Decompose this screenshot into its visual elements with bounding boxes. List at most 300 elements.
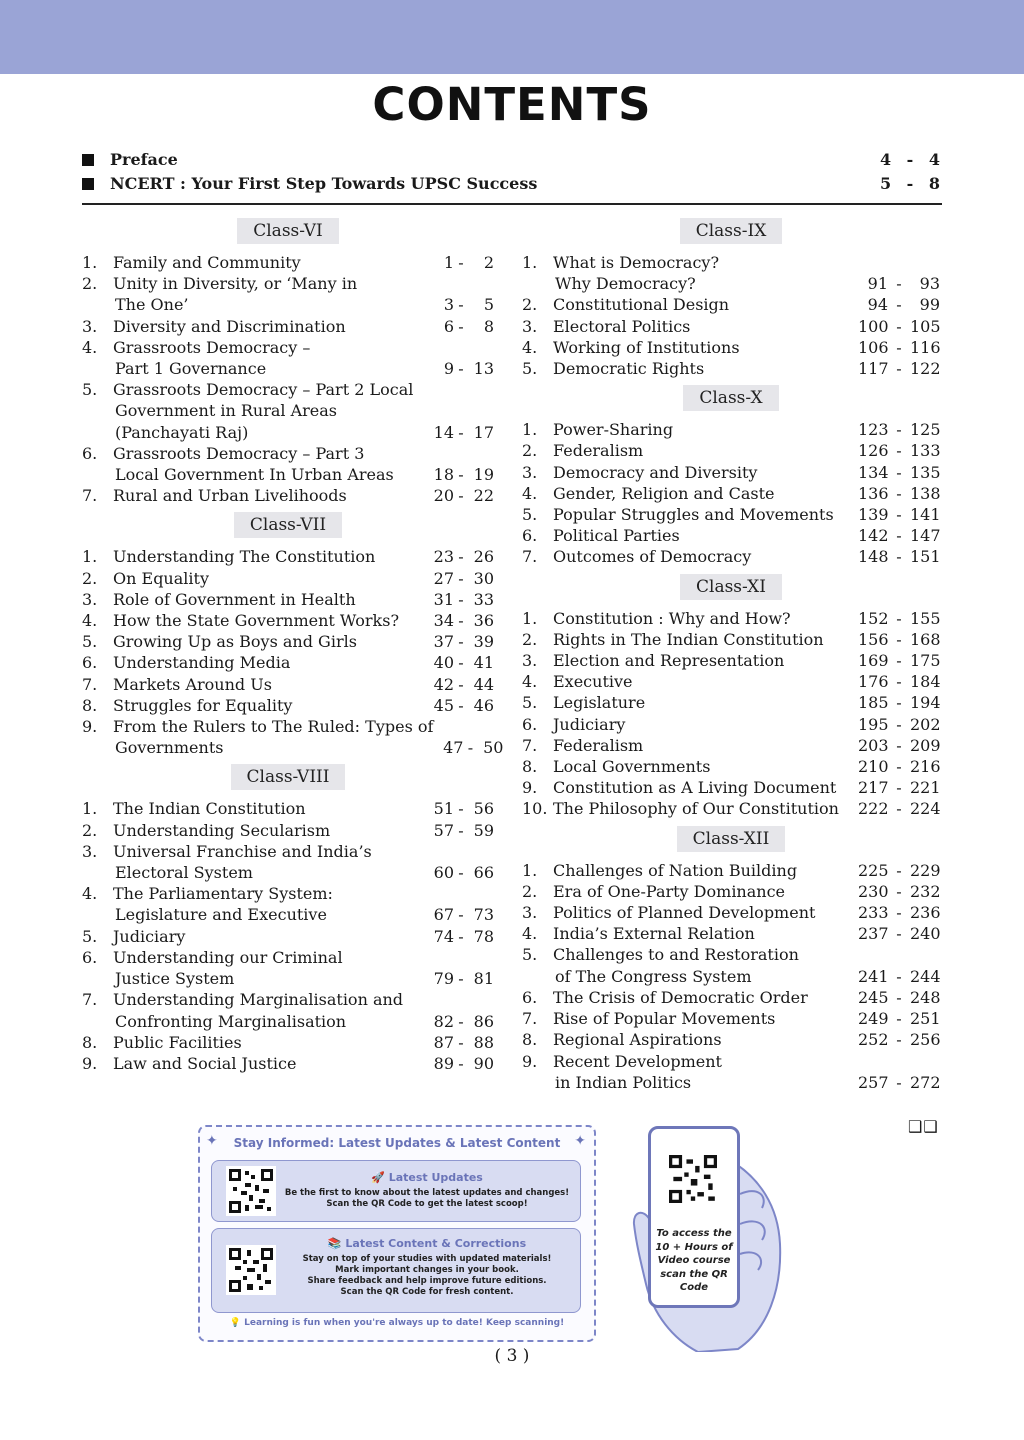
- chapter-title-line: Grassroots Democracy – Part 2 Local: [113, 380, 414, 400]
- page-range-dash: -: [458, 359, 464, 379]
- toc-entry[interactable]: [522, 881, 940, 902]
- chapter-title-line: Role of Government in Health: [113, 589, 356, 609]
- class-section: [522, 574, 940, 820]
- toc-entry[interactable]: [522, 546, 940, 567]
- page-range-dash: -: [458, 589, 464, 609]
- page-range: [858, 358, 940, 379]
- page-end: 99: [919, 295, 940, 315]
- page-range-dash: -: [458, 316, 464, 336]
- page-end: 56: [473, 799, 494, 819]
- chapter-title-line: Growing Up as Boys and Girls: [113, 632, 357, 652]
- page-end: 22: [473, 486, 494, 506]
- toc-entry[interactable]: [522, 440, 940, 461]
- page-range: [858, 1008, 940, 1029]
- toc-entry[interactable]: [82, 798, 494, 819]
- page-range-dash: -: [458, 863, 464, 883]
- page-start: 40: [433, 653, 454, 673]
- page-end: 26: [473, 547, 494, 567]
- page-start: 31: [433, 589, 454, 609]
- chapter-title-line: Government in Rural Areas: [115, 401, 338, 421]
- page-start: 142: [858, 526, 889, 546]
- page-end: 168: [910, 629, 941, 649]
- chapter-title: [113, 589, 424, 610]
- toc-entry[interactable]: [522, 1008, 940, 1029]
- chapter-title-line: Constitution as A Living Document: [553, 778, 837, 798]
- page-range: [424, 316, 494, 337]
- chapter-number: 6.: [82, 443, 98, 463]
- chapter-title: [113, 337, 424, 379]
- page-range-dash: -: [896, 903, 902, 923]
- chapter-title: [113, 674, 424, 695]
- chapter-title-line: Democratic Rights: [553, 359, 705, 379]
- toc-entry[interactable]: [82, 695, 494, 716]
- toc-entry[interactable]: [82, 947, 494, 989]
- toc-entry[interactable]: [522, 777, 940, 798]
- page-end: 36: [473, 611, 494, 631]
- page-end: 221: [910, 778, 941, 798]
- page-end: 86: [473, 1011, 494, 1031]
- chapter-title-line: in Indian Politics: [555, 1072, 692, 1092]
- chapter-title-line: Public Facilities: [113, 1032, 242, 1052]
- chapter-title-line: Understanding our Criminal: [113, 947, 343, 967]
- chapter-number: 3.: [522, 316, 538, 336]
- page-range: [858, 923, 940, 944]
- latest-content-box: [211, 1228, 581, 1313]
- latest-updates-heading: 🚀 Latest Updates: [371, 1171, 483, 1184]
- page-end: 141: [910, 505, 941, 525]
- page-end: 133: [910, 441, 941, 461]
- toc-entry[interactable]: [82, 589, 494, 610]
- toc-entry[interactable]: [522, 337, 940, 358]
- toc-entry[interactable]: [522, 987, 940, 1008]
- toc-entry[interactable]: [82, 926, 494, 947]
- page-range: [424, 1053, 494, 1074]
- chapter-title: [113, 716, 433, 758]
- page-range: [858, 629, 940, 650]
- page-range-dash: -: [458, 422, 464, 442]
- toc-entry[interactable]: [522, 1051, 940, 1093]
- toc-entry[interactable]: [522, 504, 940, 525]
- front-matter-title: NCERT : Your First Step Towards UPSC Success: [110, 174, 538, 193]
- page-end: 202: [910, 714, 941, 734]
- toc-entry[interactable]: [82, 316, 494, 337]
- page-range: [424, 252, 494, 273]
- page-range-dash: -: [467, 738, 474, 758]
- page-range: [858, 714, 940, 735]
- page-range-dash: -: [896, 714, 902, 734]
- chapter-title: [113, 989, 424, 1031]
- page-range-dash: -: [896, 966, 902, 986]
- toc-entry[interactable]: [522, 525, 940, 546]
- section-heading: [522, 385, 940, 411]
- page-range: [433, 737, 503, 758]
- page-range-dash: -: [896, 881, 902, 901]
- chapter-number: 7.: [82, 990, 98, 1010]
- section-heading: [82, 512, 494, 538]
- page-end: 30: [473, 568, 494, 588]
- page-range-dash: -: [458, 799, 464, 819]
- toc-entry[interactable]: [522, 944, 940, 986]
- chapter-title-line: Era of One-Party Dominance: [553, 881, 786, 901]
- toc-entry[interactable]: [82, 379, 494, 443]
- page-range-dash: -: [896, 441, 902, 461]
- page-range-dash: -: [458, 611, 464, 631]
- front-matter-item[interactable]: [82, 150, 940, 172]
- chapter-title: [113, 485, 424, 506]
- chapter-title: [113, 798, 424, 819]
- latest-content-text: Stay on top of your studies with updated materials! Mark important changes in your book. Share feedback and help improve future editions. Scan the QR Code for fresh content.: [302, 1254, 552, 1297]
- chapter-title: [113, 316, 424, 337]
- section-heading: [82, 218, 494, 244]
- page-range-dash: -: [458, 695, 464, 715]
- chapter-title-line: Democracy and Diversity: [553, 462, 758, 482]
- page-end: 125: [910, 420, 941, 440]
- page-start: 237: [858, 924, 889, 944]
- page-start: 89: [433, 1053, 454, 1073]
- page-range: [424, 820, 494, 841]
- page-end: 224: [910, 799, 941, 819]
- page-end: 256: [910, 1030, 941, 1050]
- toc-entry[interactable]: [522, 671, 940, 692]
- page-range: [858, 440, 940, 461]
- chapter-number: 5.: [522, 693, 538, 713]
- page-end: 216: [910, 757, 941, 777]
- chapter-title-line: From the Rulers to The Ruled: Types of: [113, 717, 434, 737]
- qr-code-icon[interactable]: [226, 1245, 276, 1295]
- chapter-title: [113, 631, 424, 652]
- chapter-title: [113, 652, 424, 673]
- toc-entry[interactable]: [522, 923, 940, 944]
- page-start: 94: [867, 295, 888, 315]
- page-range: [424, 568, 494, 589]
- toc-entry[interactable]: [522, 483, 940, 504]
- class-section: [82, 512, 504, 758]
- chapter-title: [553, 316, 858, 337]
- page-range: [424, 485, 494, 506]
- front-matter-item[interactable]: [82, 174, 940, 196]
- page-start: 91: [867, 274, 888, 294]
- page-end: 240: [910, 924, 941, 944]
- toc-entry[interactable]: [522, 462, 940, 483]
- toc-entry[interactable]: [82, 1053, 494, 1074]
- chapter-title: [553, 756, 858, 777]
- latest-content-heading: 📚 Latest Content & Corrections: [327, 1237, 527, 1250]
- page-range: [858, 546, 940, 567]
- page-range-dash: -: [896, 1072, 902, 1092]
- chapter-title-line: Regional Aspirations: [553, 1030, 722, 1050]
- video-course-phone: [628, 1124, 788, 1352]
- chapter-number: 7.: [522, 735, 538, 755]
- chapter-title: [553, 483, 858, 504]
- chapter-title-line: Rural and Urban Livelihoods: [113, 486, 347, 506]
- chapter-title: [553, 650, 858, 671]
- chapter-title: [553, 881, 858, 902]
- toc-entry[interactable]: [522, 294, 940, 315]
- section-heading-label: Class-XII: [677, 826, 786, 852]
- top-color-band: [0, 0, 1024, 74]
- page-range-dash: -: [896, 608, 902, 628]
- chapter-title: [553, 337, 858, 358]
- page-range-dash: -: [896, 1030, 902, 1050]
- chapter-number: 4.: [82, 611, 98, 631]
- page-range: [858, 294, 940, 315]
- page-end: 59: [473, 820, 494, 840]
- section-heading-label: Class-XI: [680, 574, 782, 600]
- page-start: 79: [433, 969, 454, 989]
- chapter-title: [113, 1032, 424, 1053]
- chapter-title-line: Gender, Religion and Caste: [553, 483, 775, 503]
- phone-frame: [648, 1126, 740, 1308]
- chapter-title: [113, 926, 424, 947]
- chapter-number: 2.: [82, 274, 98, 294]
- toc-entry[interactable]: [82, 841, 494, 883]
- page-range-dash: -: [896, 757, 902, 777]
- toc-entry[interactable]: [82, 610, 494, 631]
- chapter-number: 8.: [522, 757, 538, 777]
- toc-entry[interactable]: [82, 546, 494, 567]
- page-range-dash: -: [896, 462, 902, 482]
- chapter-title: [553, 252, 858, 294]
- toc-entry[interactable]: [522, 419, 940, 440]
- page-end: 209: [910, 735, 941, 755]
- chapter-title-line: The Crisis of Democratic Order: [553, 987, 808, 1007]
- chapter-title: [553, 1051, 858, 1093]
- chapter-number: 7.: [522, 1009, 538, 1029]
- toc-entry[interactable]: [82, 1032, 494, 1053]
- page-title: CONTENTS: [372, 78, 652, 131]
- page-start: 176: [858, 672, 889, 692]
- page-range: [424, 1011, 494, 1032]
- toc-left-column: [82, 212, 504, 1080]
- square-bullet-icon: [82, 178, 94, 190]
- toc-entry[interactable]: [82, 652, 494, 673]
- page-range: [858, 966, 940, 987]
- chapter-number: 10.: [522, 799, 548, 819]
- page-start: 18: [433, 465, 454, 485]
- toc-entry[interactable]: [522, 798, 940, 819]
- toc-entry[interactable]: [522, 860, 940, 881]
- chapter-title: [553, 504, 858, 525]
- toc-entry[interactable]: [522, 902, 940, 923]
- chapter-number: 4.: [522, 483, 538, 503]
- page-start: 148: [858, 547, 889, 567]
- chapter-title-line: Judiciary: [553, 714, 626, 734]
- chapter-title: [113, 568, 424, 589]
- toc-entry[interactable]: [522, 252, 940, 294]
- chapter-number: 3.: [82, 841, 98, 861]
- chapter-title-line: Understanding Media: [113, 653, 291, 673]
- page-range-dash: -: [458, 547, 464, 567]
- toc-entry[interactable]: [82, 252, 494, 273]
- toc-entry[interactable]: [522, 650, 940, 671]
- page-end: 78: [473, 926, 494, 946]
- toc-entry[interactable]: [82, 989, 494, 1031]
- page-end: 184: [910, 672, 941, 692]
- qr-code-icon[interactable]: [226, 1166, 276, 1216]
- page-end: 175: [910, 651, 941, 671]
- page-number: ( 3 ): [494, 1346, 530, 1366]
- page-range: [858, 483, 940, 504]
- page-range-dash: -: [896, 651, 902, 671]
- page-end: 39: [473, 632, 494, 652]
- toc-entry[interactable]: [82, 883, 494, 925]
- end-mark: ❑❑: [908, 1117, 939, 1136]
- section-heading: [522, 826, 940, 852]
- chapter-title-line: Understanding Marginalisation and: [113, 990, 404, 1010]
- chapter-title-line: Federalism: [553, 441, 644, 461]
- page-start: 47: [443, 738, 464, 758]
- chapter-title: [113, 841, 424, 883]
- chapter-title-line: Governments: [115, 738, 224, 758]
- chapter-title-line: Electoral System: [115, 863, 253, 883]
- page-start: 230: [858, 881, 889, 901]
- page-start: 117: [858, 359, 889, 379]
- page-range-dash: -: [896, 274, 902, 294]
- front-matter-pages: 4 - 4: [879, 150, 940, 169]
- chapter-title: [553, 735, 858, 756]
- page-range-dash: -: [896, 735, 902, 755]
- chapter-title-line: The One’: [115, 295, 189, 315]
- page-start: 156: [858, 629, 889, 649]
- chapter-title: [553, 923, 858, 944]
- toc-entry[interactable]: [522, 1029, 940, 1050]
- chapter-title-line: Understanding The Constitution: [113, 547, 376, 567]
- chapter-number: 6.: [82, 653, 98, 673]
- page-range-dash: -: [896, 420, 902, 440]
- page-end: 194: [910, 693, 941, 713]
- page-end: 33: [473, 589, 494, 609]
- page-range: [424, 422, 494, 443]
- chapter-number: 4.: [522, 337, 538, 357]
- toc-entry[interactable]: [522, 692, 940, 713]
- chapter-title-line: Grassroots Democracy – Part 3: [113, 443, 365, 463]
- chapter-number: 4.: [82, 337, 98, 357]
- toc-entry[interactable]: [522, 735, 940, 756]
- page-range-dash: -: [458, 632, 464, 652]
- chapter-title-line: Politics of Planned Development: [553, 903, 816, 923]
- toc-entry[interactable]: [522, 316, 940, 337]
- page-range: [858, 987, 940, 1008]
- page-range: [424, 926, 494, 947]
- toc-entry[interactable]: [522, 608, 940, 629]
- chapter-title-line: Constitution : Why and How?: [553, 608, 791, 628]
- page-end: 272: [910, 1072, 941, 1092]
- chapter-number: 1.: [82, 799, 98, 819]
- chapter-title-line: Outcomes of Democracy: [553, 547, 752, 567]
- toc-entry[interactable]: [82, 485, 494, 506]
- toc-entry[interactable]: [522, 358, 940, 379]
- chapter-number: 4.: [82, 884, 98, 904]
- page-start: 241: [858, 966, 889, 986]
- toc-entry[interactable]: [522, 714, 940, 735]
- page-range: [424, 798, 494, 819]
- toc-entry[interactable]: [82, 716, 504, 758]
- page-range: [858, 881, 940, 902]
- toc-entry[interactable]: [82, 337, 494, 379]
- chapter-number: 8.: [522, 1030, 538, 1050]
- page-range-dash: -: [896, 316, 902, 336]
- chapter-number: 2.: [522, 629, 538, 649]
- chapter-title: [553, 462, 858, 483]
- page-end: 232: [910, 881, 941, 901]
- page-range: [858, 650, 940, 671]
- toc-entry[interactable]: [82, 820, 494, 841]
- page-end: 41: [473, 653, 494, 673]
- page-end: 50: [483, 738, 504, 758]
- page-start: 34: [433, 611, 454, 631]
- page-range-dash: -: [458, 905, 464, 925]
- toc-entry[interactable]: [82, 631, 494, 652]
- toc-entry[interactable]: [82, 273, 494, 315]
- chapter-title: [553, 419, 858, 440]
- page-end: 229: [910, 860, 941, 880]
- chapter-title-line: The Indian Constitution: [113, 799, 306, 819]
- page-end: 155: [910, 608, 941, 628]
- video-course-text: To access the 10 + Hours of Video course scan the QR Code: [655, 1228, 733, 1293]
- chapter-title: [553, 987, 858, 1008]
- chapter-title-line: Working of Institutions: [553, 337, 740, 357]
- page-range-dash: -: [896, 987, 902, 1007]
- chapter-title-line: Recent Development: [553, 1051, 722, 1071]
- page-end: 236: [910, 903, 941, 923]
- divider-rule: [82, 203, 942, 205]
- banner-footer: 💡 Learning is fun when you're always up to date! Keep scanning!: [229, 1318, 565, 1328]
- page-range: [424, 695, 494, 716]
- page-start: 20: [433, 486, 454, 506]
- section-heading-label: Class-IX: [680, 218, 783, 244]
- chapter-title-line: Confronting Marginalisation: [115, 1011, 347, 1031]
- qr-code-icon[interactable]: [667, 1153, 719, 1205]
- page-start: 27: [433, 568, 454, 588]
- page-start: 222: [858, 799, 889, 819]
- front-matter-title: Preface: [110, 150, 178, 169]
- page-range: [858, 273, 940, 294]
- toc-entry[interactable]: [522, 629, 940, 650]
- chapter-title-line: Family and Community: [113, 253, 301, 272]
- chapter-title-line: Justice System: [115, 969, 235, 989]
- page-range: [858, 419, 940, 440]
- chapter-title: [553, 525, 858, 546]
- page-start: 126: [858, 441, 889, 461]
- chapter-title-line: Election and Representation: [553, 651, 785, 671]
- chapter-number: 7.: [82, 674, 98, 694]
- page-range-dash: -: [896, 924, 902, 944]
- section-heading-label: Class-VIII: [231, 764, 346, 790]
- toc-entry[interactable]: [82, 674, 494, 695]
- toc-entry[interactable]: [82, 443, 494, 485]
- page-start: 134: [858, 462, 889, 482]
- page-range-dash: -: [896, 483, 902, 503]
- chapter-number: 6.: [522, 714, 538, 734]
- toc-entry[interactable]: [82, 568, 494, 589]
- toc-entry[interactable]: [522, 756, 940, 777]
- page-range-dash: -: [458, 1053, 464, 1073]
- page-range-dash: -: [896, 337, 902, 357]
- page-range: [858, 1029, 940, 1050]
- chapter-number: 7.: [82, 486, 98, 506]
- page-range: [424, 631, 494, 652]
- chapter-title-line: How the State Government Works?: [113, 611, 400, 631]
- chapter-number: 6.: [522, 987, 538, 1007]
- page-end: 251: [910, 1009, 941, 1029]
- page-end: 122: [910, 359, 941, 379]
- chapter-title-line: (Panchayati Raj): [115, 422, 249, 442]
- front-matter-pages: 5 - 8: [879, 174, 940, 193]
- chapter-number: 5.: [522, 945, 538, 965]
- chapter-number: 4.: [522, 672, 538, 692]
- chapter-title: [553, 902, 858, 923]
- page-start: 60: [433, 863, 454, 883]
